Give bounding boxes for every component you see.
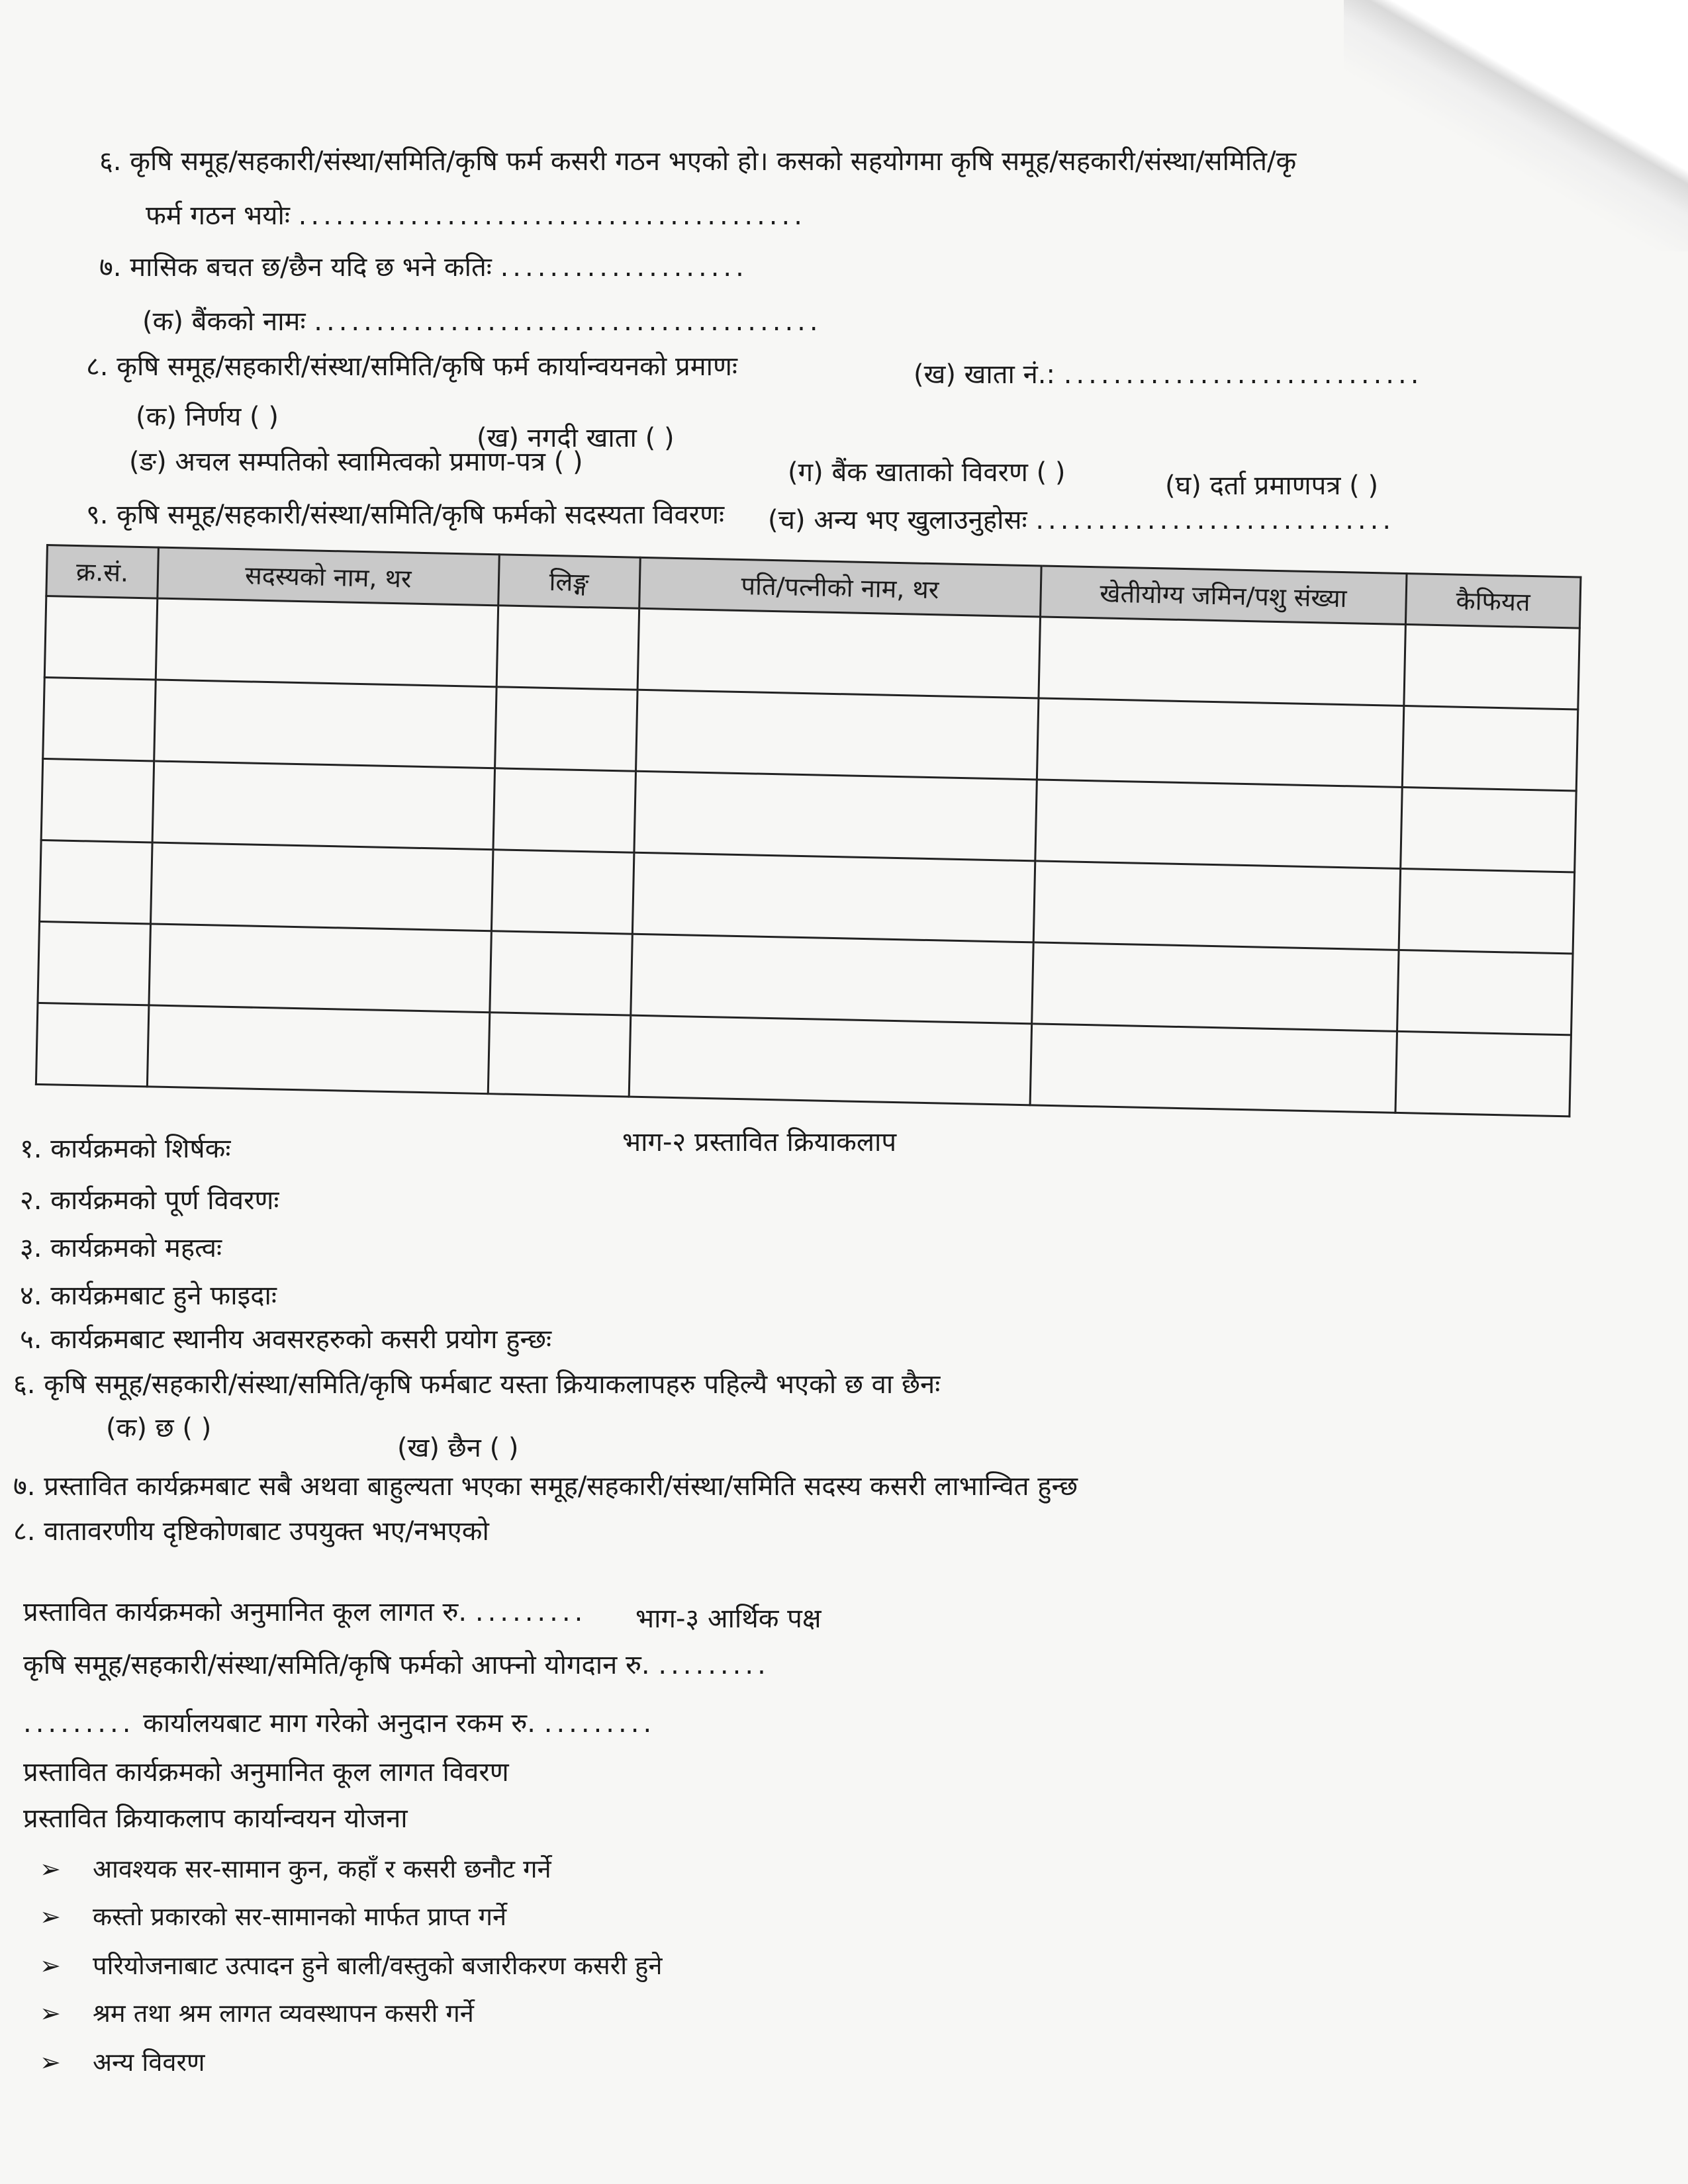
part-2-question-6: ६. कृषि समूह/सहकारी/संस्था/समिति/कृषि फर्मबाट यस्ता क्रियाकलापहरु पहिल्यै भएको छ वा छैनः (13, 1369, 941, 1400)
table-body (36, 596, 1579, 1116)
table-cell[interactable] (637, 608, 1041, 698)
grant-request-line (23, 1706, 655, 1741)
table-cell[interactable] (496, 606, 639, 690)
part-2-question-8: ८. वातावरणीय दृष्टिकोणबाट उपयुक्त भए/नभएको (13, 1516, 489, 1547)
table-cell[interactable] (156, 598, 498, 687)
table-cell[interactable] (1395, 1031, 1571, 1116)
part-3-title: भाग-३ आर्थिक पक्ष (635, 1604, 821, 1634)
total-cost-label: प्रस्तावित कार्यक्रमको अनुमानित कूल लागत रु. (23, 1597, 467, 1627)
arrow-bullet-icon: ➢ (40, 1854, 61, 1884)
question-7-bank (142, 304, 822, 339)
table-cell[interactable] (488, 1013, 631, 1097)
fill-dots: ............................. (1063, 359, 1423, 390)
own-contribution-label: कृषि समूह/सहकारी/संस्था/समिति/कृषि फर्मको आफ्नो योगदान रु. (23, 1650, 650, 1680)
table-cell[interactable] (44, 596, 157, 680)
table-cell[interactable] (629, 1015, 1032, 1105)
other-label: (च) अन्य भए खुलाउनुहोसः (768, 505, 1027, 535)
question-7-label: ७. मासिक बचत छ/छैन यदि छ भने कतिः (99, 252, 492, 283)
fill-dots: ......... (543, 1708, 656, 1739)
list-item-text: कस्तो प्रकारको सर-सामानको मार्फत प्राप्त गर्ने (93, 1902, 507, 1931)
fill-dots: ............................. (1035, 505, 1395, 535)
table-cell[interactable] (147, 1005, 489, 1094)
folded-corner (1344, 0, 1688, 251)
arrow-bullet-icon: ➢ (40, 2048, 61, 2077)
fill-dots: .................... (500, 252, 748, 283)
table-cell[interactable] (150, 842, 492, 931)
list-item (40, 1948, 662, 1983)
account-number-label: (ख) खाता नं.: (914, 359, 1055, 390)
list-item (40, 1899, 506, 1934)
table-cell[interactable] (1400, 787, 1576, 872)
table-cell[interactable] (149, 924, 491, 1013)
part-2-question-3: ३. कार्यक्रमको महत्वः (20, 1233, 222, 1263)
question-6-line2 (146, 199, 806, 233)
question-7-account (914, 357, 1423, 392)
part-2-question-6-no: (ख) छैन ( ) (397, 1433, 519, 1463)
table-cell[interactable] (635, 690, 1039, 780)
part-2-question-6-yes: (क) छ ( ) (106, 1413, 212, 1443)
question-8-label: ८. कृषि समूह/सहकारी/संस्था/समिति/कृषि फर्म कार्यान्वयनको प्रमाणः (86, 351, 737, 382)
list-item-text: श्रम तथा श्रम लागत व्यवस्थापन कसरी गर्ने (93, 1999, 474, 2028)
fill-dots: ......... (23, 1708, 135, 1739)
column-header-remarks: कैफियत (1405, 574, 1581, 628)
fill-dots: ......... (658, 1650, 770, 1680)
table-cell[interactable] (1033, 861, 1401, 950)
total-cost-line (23, 1595, 586, 1629)
column-header-gender: लिङ्ग (498, 555, 640, 608)
proof-bank-account: (ग) बैंक खाताको विवरण ( ) (788, 457, 1066, 488)
table-cell[interactable] (1037, 698, 1404, 788)
fill-dots: ......................................... (298, 201, 806, 231)
table-cell[interactable] (36, 1003, 148, 1086)
column-header-serial: क्र.सं. (46, 545, 159, 599)
table-cell[interactable] (493, 768, 636, 852)
proof-cash-account: (ख) नगदी खाता ( ) (477, 423, 675, 453)
fill-dots: ......................................... (314, 306, 822, 337)
table-cell[interactable] (489, 931, 632, 1015)
list-item (40, 2045, 205, 2079)
question-7-line1 (99, 250, 748, 285)
table-cell[interactable] (1030, 1024, 1397, 1113)
question-9-line1: ९. कृषि समूह/सहकारी/संस्था/समिति/कृषि फर्मको सदस्यता विवरणः (86, 500, 725, 530)
table-cell[interactable] (1399, 868, 1575, 953)
part-2-question-1: १. कार्यक्रमको शिर्षकः (20, 1134, 231, 1164)
part-2-question-4: ४. कार्यक्रमबाट हुने फाइदाः (20, 1281, 277, 1311)
own-contribution-line (23, 1648, 770, 1682)
table-cell[interactable] (630, 934, 1033, 1024)
list-item (40, 1996, 474, 2030)
arrow-bullet-icon: ➢ (40, 1902, 61, 1931)
table-cell[interactable] (154, 680, 496, 768)
table-cell[interactable] (43, 677, 156, 760)
table-cell[interactable] (491, 850, 634, 934)
part-2-question-2: २. कार्यक्रमको पूर्ण विवरणः (20, 1185, 279, 1216)
cost-detail-line: प्रस्तावित कार्यक्रमको अनुमानित कूल लागत विवरण (23, 1757, 509, 1788)
table-cell[interactable] (40, 840, 152, 923)
column-header-spouse-name: पति/पत्नीको नाम, थर (639, 557, 1041, 617)
implementation-plan-line: प्रस्तावित क्रियाकलाप कार्यान्वयन योजना (23, 1803, 408, 1834)
table-cell[interactable] (38, 921, 150, 1005)
proof-other (768, 503, 1395, 537)
part-2-question-7: ७. प्रस्तावित कार्यक्रमबाट सबै अथवा बाहुल्यता भएका समूह/सहकारी/संस्था/समिति सदस्य कसरी लाभान्वित हुन्छ (13, 1471, 1078, 1502)
question-6-line1: ६. कृषि समूह/सहकारी/संस्था/समिति/कृषि फर्म कसरी गठन भएको हो। कसको सहयोगमा कृषि समूह/सहकारी/संस्था/समिति/कृ (99, 146, 1297, 177)
table-cell[interactable] (1039, 617, 1406, 706)
question-6-label: फर्म गठन भयोः (146, 201, 290, 231)
list-item-text: आवश्यक सर-सामान कुन, कहाँ र कसरी छनौट गर्ने (93, 1854, 551, 1884)
membership-table (35, 544, 1582, 1117)
question-8-line1 (86, 349, 737, 384)
bank-name-label: (क) बैंकको नामः (142, 306, 306, 337)
table-cell[interactable] (41, 758, 154, 842)
proof-registration: (घ) दर्ता प्रमाणपत्र ( ) (1165, 471, 1379, 501)
table-cell[interactable] (1031, 942, 1399, 1032)
grant-request-label: कार्यालयबाट माग गरेको अनुदान रकम रु. (143, 1708, 536, 1739)
list-item-text: परियोजनाबाट उत्पादन हुने बाली/वस्तुको बजारीकरण कसरी हुने (93, 1951, 663, 1980)
table-cell[interactable] (632, 852, 1035, 942)
proof-property: (ङ) अचल सम्पतिको स्वामित्वको प्रमाण-पत्र ( ) (129, 447, 583, 477)
table-cell[interactable] (494, 687, 637, 771)
list-item (40, 1852, 551, 1886)
part-2-title: भाग-२ प्रस्तावित क्रियाकलाप (622, 1127, 897, 1158)
part-2-question-5: ५. कार्यक्रमबाट स्थानीय अवसरहरुको कसरी प्रयोग हुन्छः (20, 1324, 552, 1355)
fill-dots: ......... (475, 1597, 587, 1627)
proof-decision: (क) निर्णय ( ) (136, 402, 279, 432)
table-cell[interactable] (1397, 950, 1573, 1034)
table-cell[interactable] (1404, 625, 1580, 709)
column-header-land-livestock: खेतीयोग्य जमिन/पशु संख्या (1040, 566, 1407, 625)
table-cell[interactable] (1035, 780, 1402, 869)
column-header-member-name: सदस्यको नाम, थर (158, 547, 499, 606)
arrow-bullet-icon: ➢ (40, 1951, 61, 1980)
table-cell[interactable] (1402, 705, 1578, 790)
table-cell[interactable] (633, 771, 1037, 861)
arrow-bullet-icon: ➢ (40, 1999, 61, 2028)
list-item-text: अन्य विवरण (93, 2048, 205, 2077)
table-cell[interactable] (152, 761, 494, 850)
